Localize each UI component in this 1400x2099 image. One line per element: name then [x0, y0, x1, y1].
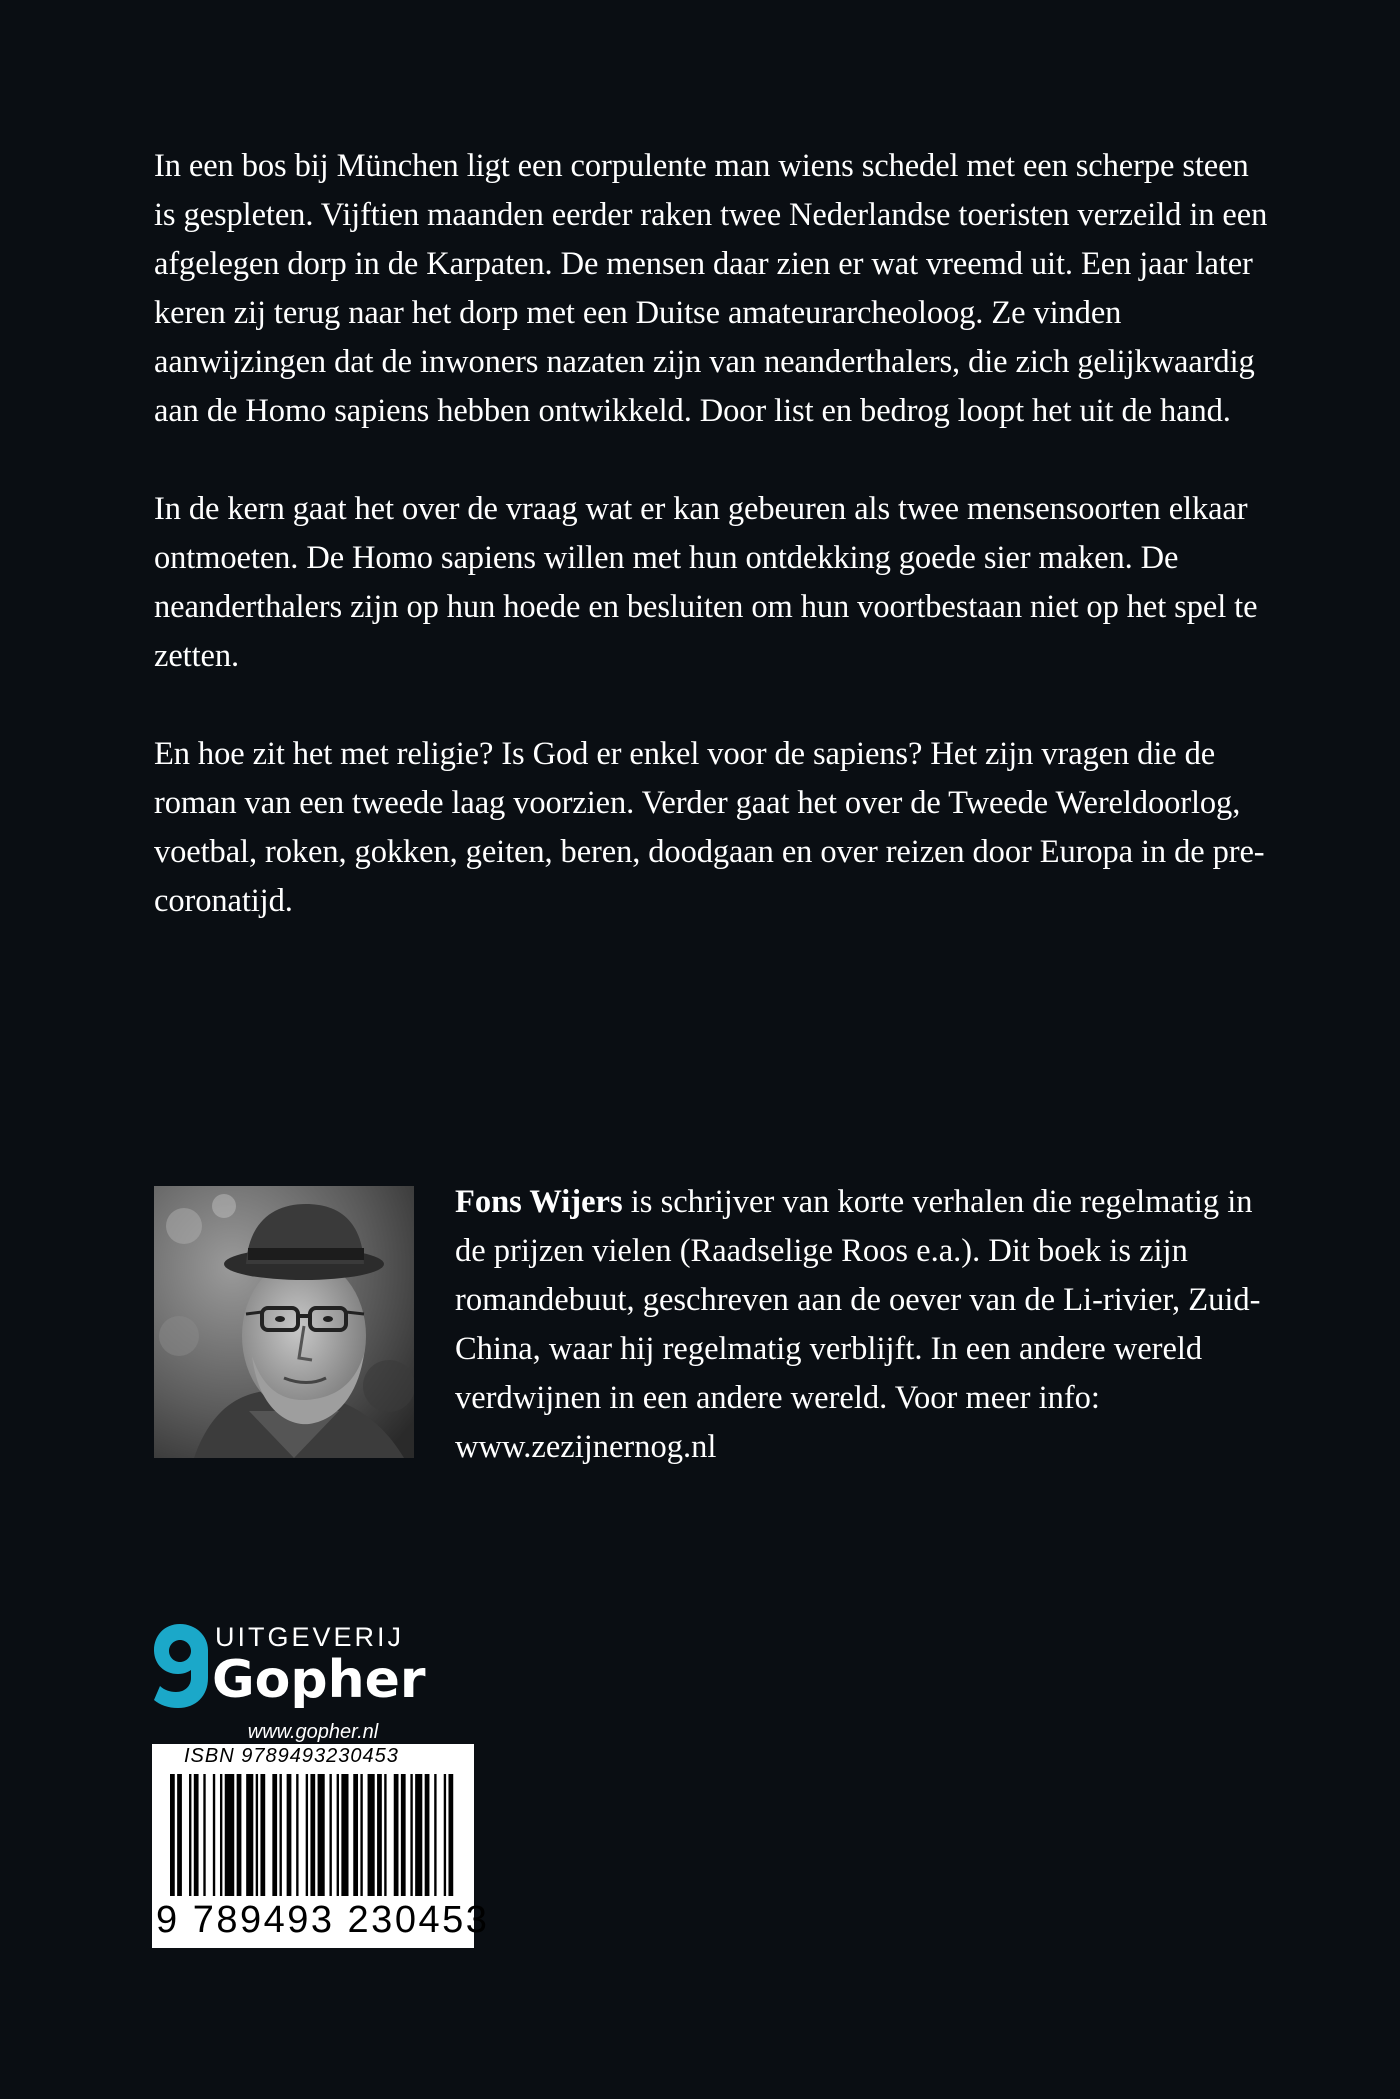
- barcode-bar: [337, 1774, 339, 1896]
- barcode-bar: [360, 1774, 362, 1896]
- publisher-name: Gopher: [212, 1650, 426, 1710]
- barcode-bar: [415, 1774, 422, 1896]
- barcode-bar: [425, 1774, 430, 1896]
- barcode-bar: [401, 1774, 406, 1896]
- gopher-logo-icon: [150, 1620, 210, 1710]
- barcode-bar: [279, 1774, 281, 1896]
- barcode-bar: [341, 1774, 348, 1896]
- barcode-bar: [225, 1774, 235, 1896]
- barcode-bar: [296, 1774, 298, 1896]
- barcode-bar: [353, 1774, 358, 1896]
- barcode-bar: [272, 1774, 277, 1896]
- barcode-bar: [394, 1774, 399, 1896]
- barcode-bar: [287, 1774, 292, 1896]
- barcode-bar: [256, 1774, 258, 1896]
- barcode-bar: [448, 1774, 453, 1896]
- barcode-digits: 9 789493 230453: [156, 1899, 490, 1941]
- barcode-bar: [306, 1774, 308, 1896]
- barcode-bars: [170, 1774, 460, 1904]
- publisher-label: UITGEVERIJ: [215, 1622, 405, 1652]
- blurb-paragraph-2: In de kern gaat het over de vraag wat er kan gebeuren als twee mensensoorten elkaar ontmoeten. De Homo sapiens willen met hun ontdekking goede sier maken. De neanderthalers zijn op hun hoede en besluiten om hun voortbestaan niet op het spel te zetten.: [154, 491, 1258, 674]
- blurb-paragraph-3: En hoe zit het met religie? Is God er enkel voor de sapiens? Het zijn vragen die de roman van een tweede laag voorzien. Verder gaat het over de Tweede Wereldoorlog, voetbal, roken, gokken, geiten, beren, doodgaan en over reizen door Europa in de pre-coronatijd.: [154, 736, 1265, 919]
- barcode-bar: [434, 1774, 436, 1896]
- barcode-bar: [189, 1774, 191, 1896]
- barcode-bar: [368, 1774, 375, 1896]
- author-name: Fons Wijers: [455, 1184, 623, 1220]
- barcode-bar: [177, 1774, 182, 1896]
- barcode-bar: [410, 1774, 412, 1896]
- isbn-barcode: [152, 1720, 490, 1948]
- barcode-bar: [377, 1774, 382, 1896]
- isbn-label: ISBN 9789493230453: [184, 1745, 399, 1767]
- barcode-bar: [237, 1774, 242, 1896]
- barcode-bar: [260, 1774, 265, 1896]
- barcode-bar: [246, 1774, 253, 1896]
- barcode-bar: [310, 1774, 315, 1896]
- publisher-logo: [150, 1620, 426, 1710]
- publisher-url: www.gopher.nl: [152, 1720, 474, 1744]
- barcode-bar: [213, 1774, 215, 1896]
- author-photo: [154, 1186, 414, 1458]
- barcode-bar: [220, 1774, 222, 1896]
- barcode-bar: [318, 1774, 325, 1896]
- author-bio-text: is schrijver van korte verhalen die regelmatig in de prijzen vielen (Raadselige Roos e.a.). Dit boek is zijn romandebuut, geschreven aan de oever van de Li-rivier, Zuid-China, waar hij regelmatig verblijft. In een andere wereld verdwijnen in een andere wereld. Voor meer info: www.zezijnernog.nl: [455, 1184, 1261, 1465]
- barcode-panel: [152, 1744, 490, 1948]
- barcode-bar: [170, 1774, 175, 1896]
- barcode-bar: [444, 1774, 446, 1896]
- author-bio: [455, 1178, 1275, 1472]
- author-portrait-image: [154, 1186, 414, 1458]
- barcode-bar: [194, 1774, 199, 1896]
- back-cover-blurb: [154, 142, 1274, 975]
- blurb-paragraph-1: In een bos bij München ligt een corpulente man wiens schedel met een scherpe steen is gespleten. Vijftien maanden eerder raken twee Nederlandse toeristen verzeild in een afgelegen dorp in de Karpaten. De mensen daar zien er wat vreemd uit. Een jaar later keren zij terug naar het dorp met een Duitse amateurarcheoloog. Ze vinden aanwijzingen dat de inwoners nazaten zijn van neanderthalers, die zich gelijkwaardig aan de Homo sapiens hebben ontwikkeld. Door list en bedrog loopt het uit de hand.: [154, 148, 1268, 429]
- barcode-bar: [329, 1774, 331, 1896]
- barcode-bar: [384, 1774, 386, 1896]
- barcode-bar: [203, 1774, 205, 1896]
- author-bio-paragraph: [455, 1178, 1275, 1472]
